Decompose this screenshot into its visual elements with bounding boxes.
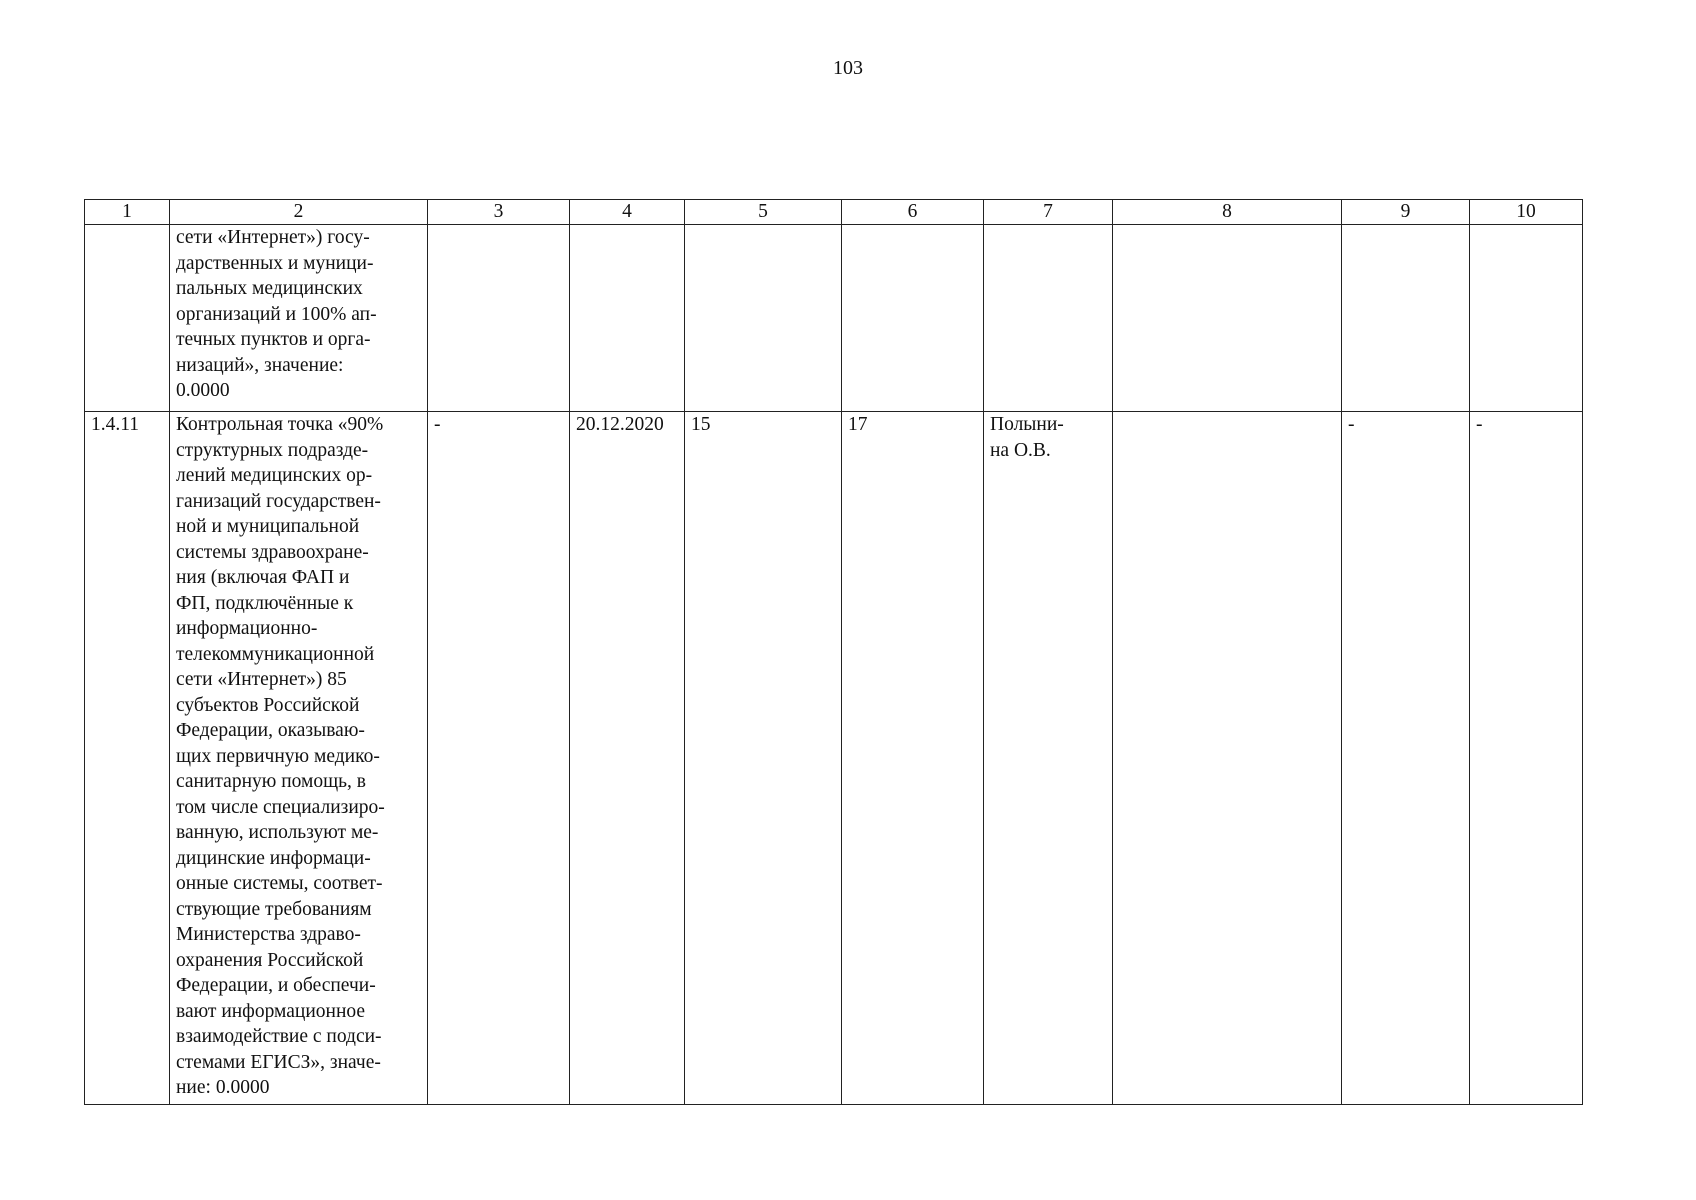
table-cell-8 [1113, 225, 1342, 412]
table-row [85, 225, 1583, 412]
header-cell-4: 4 [570, 200, 685, 225]
table-cell-6 [842, 225, 984, 412]
plan-table [84, 199, 1583, 1105]
header-row [85, 200, 1583, 225]
table-cell-3: - [428, 412, 570, 1105]
table-cell-date: 20.12.2020 [570, 412, 685, 1105]
header-cell-2: 2 [170, 200, 428, 225]
table-cell-9: - [1342, 412, 1470, 1105]
header-cell-7: 7 [984, 200, 1113, 225]
header-cell-6: 6 [842, 200, 984, 225]
table-cell-number [85, 225, 170, 412]
table-cell-6: 17 [842, 412, 984, 1105]
table-row [85, 412, 1583, 1105]
table-cell-description: сети «Интернет») госу- дарственных и муници- пальных медицинских организаций и 100% ап- течных пунктов и орга- низаций», значение: 0.0000 [170, 225, 428, 412]
header-cell-9: 9 [1342, 200, 1470, 225]
header-cell-3: 3 [428, 200, 570, 225]
table-cell-9 [1342, 225, 1470, 412]
table-cell-description: Контрольная точка «90% структурных подразде- лений медицинских ор- ганизаций государствен- ной и муниципальной системы здравоохране- ния (включая ФАП и ФП, подключённые к информационно- телекоммуникационной сети «Интернет») 85 субъектов Российской Федерации, оказываю- щих первичную медико- санитарную помощь, в том числе специализиро- ванную, используют ме- дицинские информаци- онные системы, соответ- ствующие требованиям Министерства здраво- охранения Российской Федерации, и обеспечи- вают информационное взаимодействие с подси- стемами ЕГИСЗ», значе- ние: 0.0000 [170, 412, 428, 1105]
table-cell-10 [1470, 225, 1583, 412]
header-cell-10: 10 [1470, 200, 1583, 225]
table-cell-number: 1.4.11 [85, 412, 170, 1105]
table-cell-responsible: Полыни- на О.В. [984, 412, 1113, 1105]
table-cell-3 [428, 225, 570, 412]
table-cell-4 [570, 225, 685, 412]
table-cell-5: 15 [685, 412, 842, 1105]
header-cell-1: 1 [85, 200, 170, 225]
table-cell-7 [984, 225, 1113, 412]
page-number: 103 [833, 57, 863, 79]
header-cell-5: 5 [685, 200, 842, 225]
table-cell-10: - [1470, 412, 1583, 1105]
header-cell-8: 8 [1113, 200, 1342, 225]
table-cell-5 [685, 225, 842, 412]
table-cell-8 [1113, 412, 1342, 1105]
